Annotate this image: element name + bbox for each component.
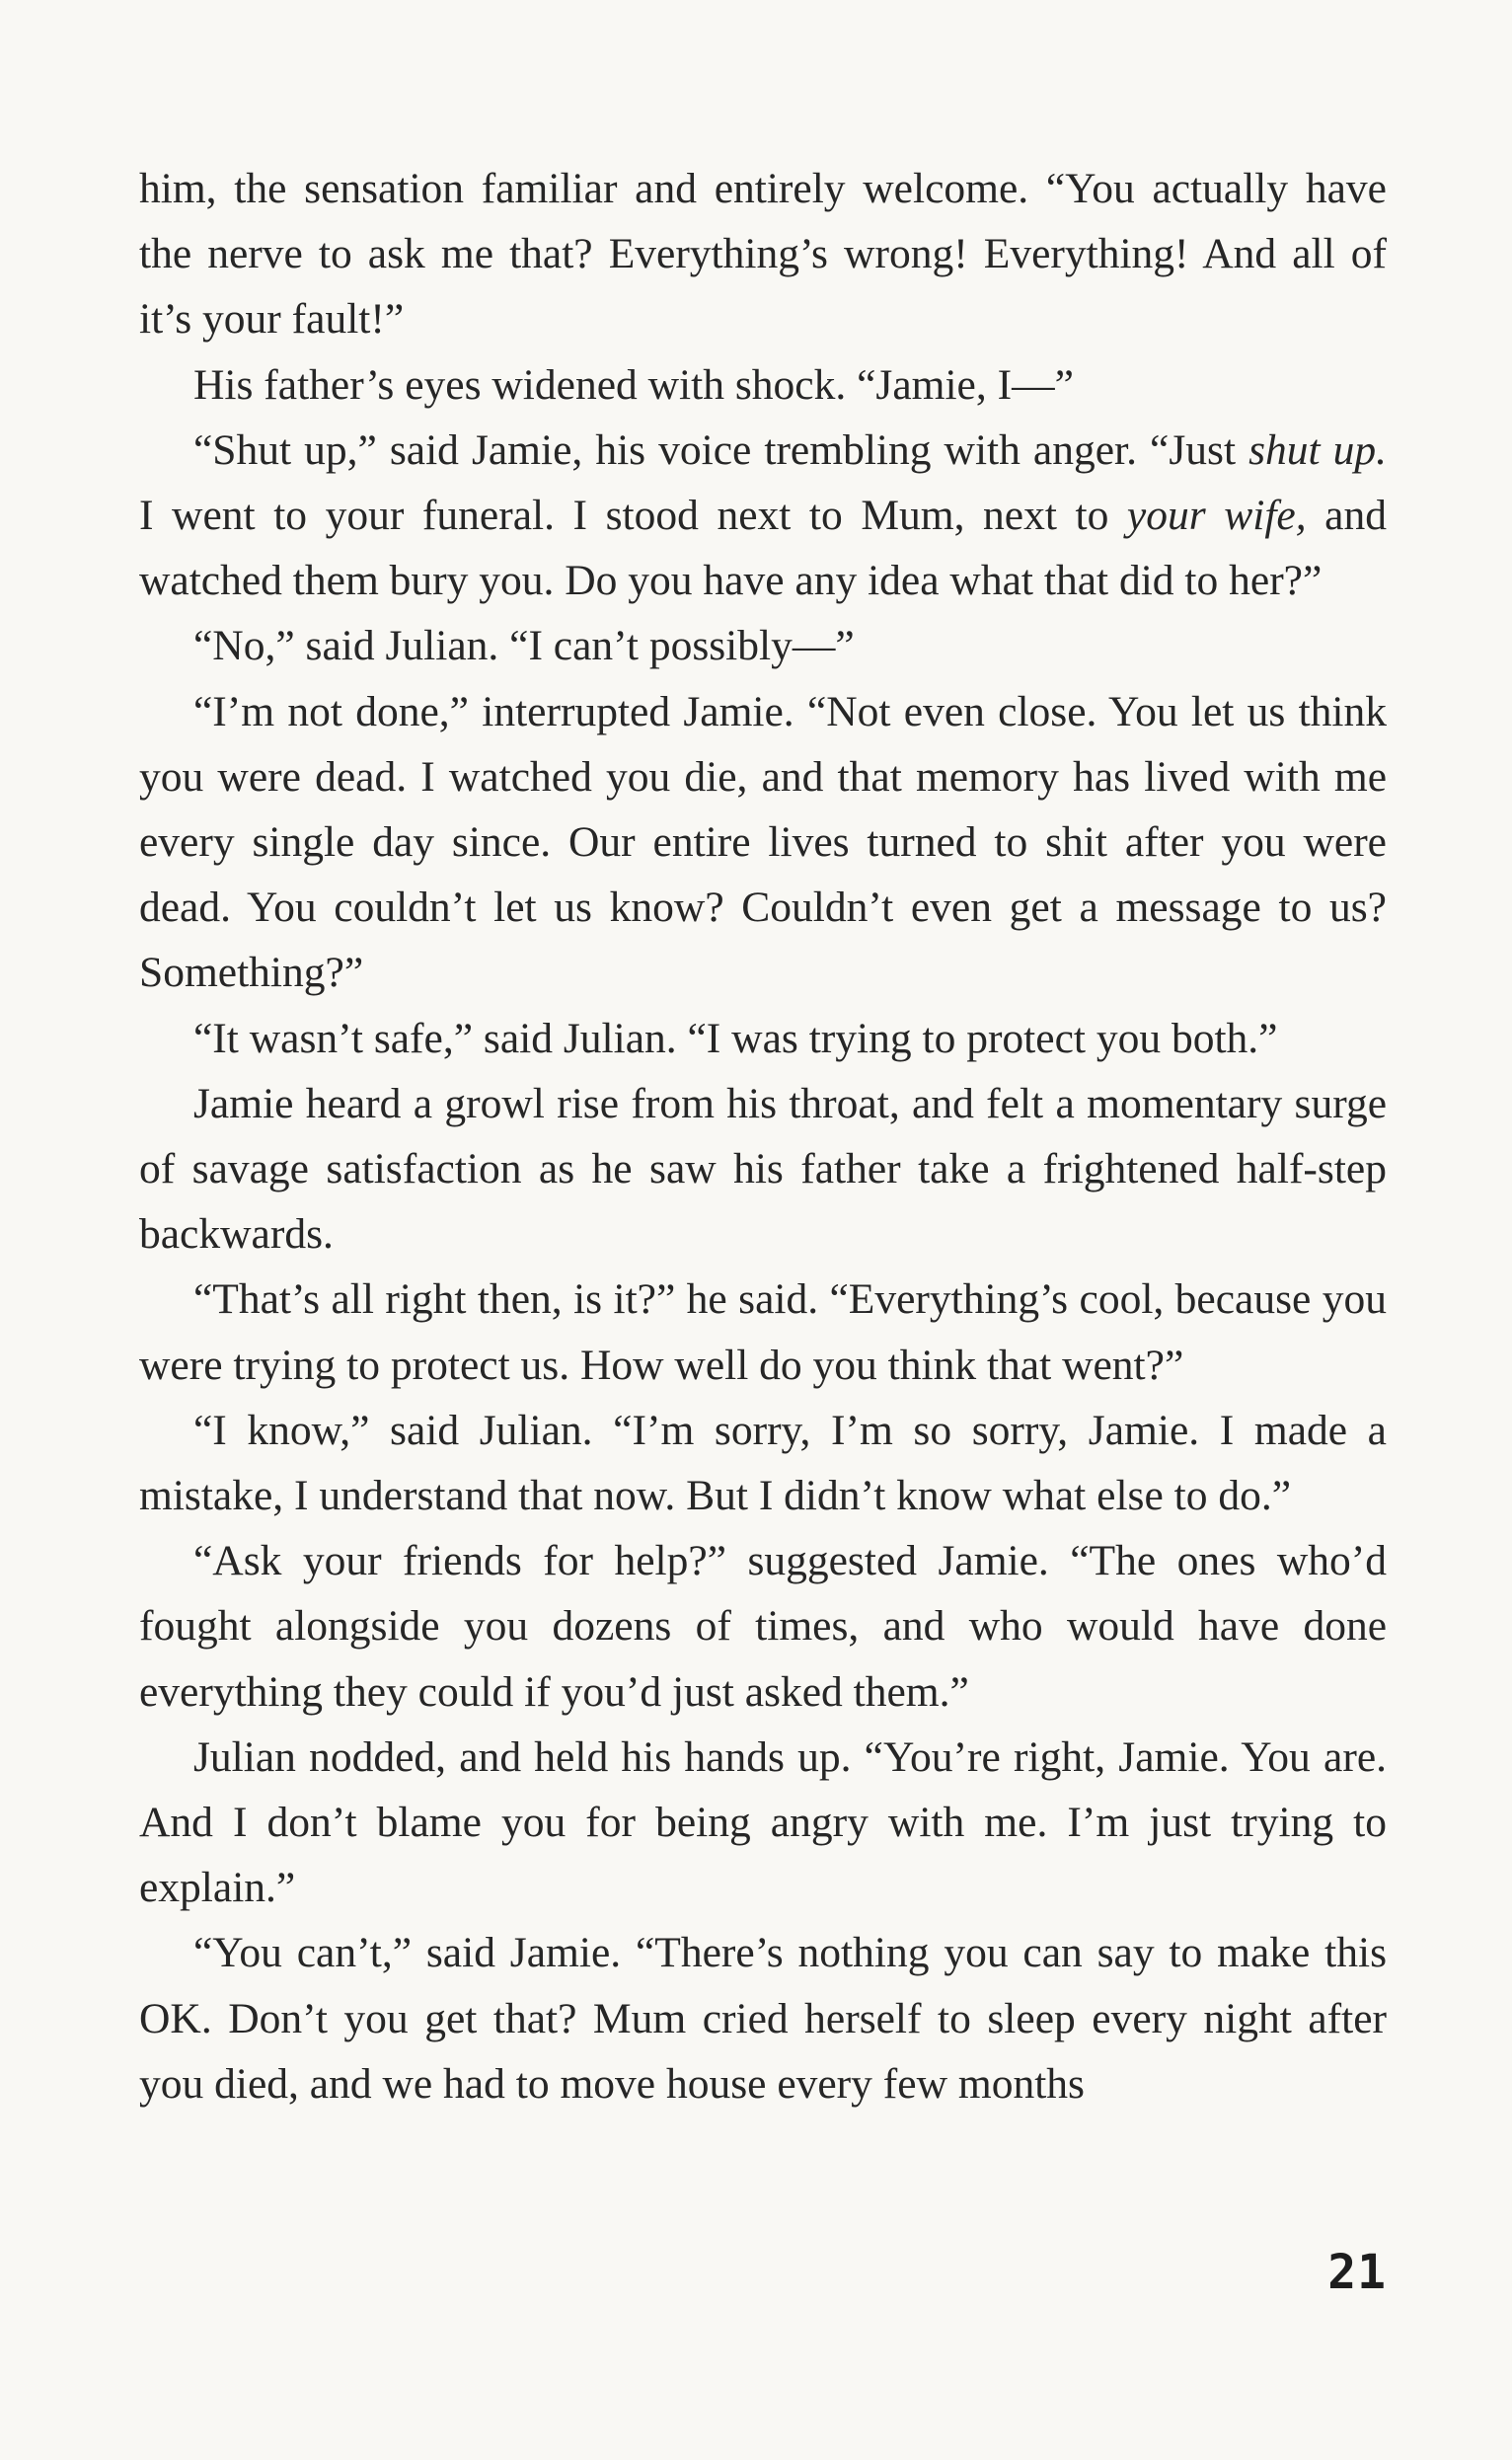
- text-run: “It wasn’t safe,” said Julian. “I was trying to protect you both.”: [193, 1014, 1278, 1062]
- text-run: Jamie heard a growl rise from his throat, and felt a momentary surge of savage satisfaction as he saw his father take a frightened half-step backwards.: [139, 1079, 1387, 1259]
- paragraph: [139, 1725, 1387, 1921]
- paragraph: [139, 352, 1387, 418]
- text-run: “You can’t,” said Jamie. “There’s nothing you can say to make this OK. Don’t you get that? Mum cried herself to sleep every night after you died, and we had to move house every few months: [139, 1929, 1387, 2108]
- text-run: “Ask your friends for help?” suggested Jamie. “The ones who’d fought alongside you dozens of times, and who would have done everything they could if you’d just asked them.”: [139, 1537, 1387, 1716]
- page-number: 21: [1327, 2245, 1387, 2300]
- text-run: I went to your funeral. I stood next to Mum, next to: [139, 492, 1127, 540]
- paragraph: [139, 418, 1387, 614]
- text-run: “I know,” said Julian. “I’m sorry, I’m so sorry, Jamie. I made a mistake, I understand that now. But I didn’t know what else to do.”: [139, 1406, 1387, 1520]
- text-run: “I’m not done,” interrupted Jamie. “Not even close. You let us think you were dead. I watched you die, and that memory has lived with me every single day since. Our entire lives turned to shit after you were dead. You couldn’t let us know? Couldn’t even get a message to us? Something?”: [139, 687, 1387, 997]
- text-run: “No,” said Julian. “I can’t possibly—”: [193, 622, 855, 670]
- text-run: Julian nodded, and held his hands up. “You’re right, Jamie. You are. And I don’t blame you for being angry with me. I’m just trying to explain.”: [139, 1732, 1387, 1912]
- italic-text: your wife,: [1126, 492, 1307, 540]
- paragraph: [139, 1398, 1387, 1528]
- paragraph: [139, 1528, 1387, 1725]
- paragraph-continuation: [139, 156, 1387, 352]
- paragraph: [139, 1267, 1387, 1397]
- paragraph: [139, 613, 1387, 678]
- paragraph: [139, 679, 1387, 1006]
- paragraph: [139, 1920, 1387, 2116]
- text-run: and watched them bury you. Do you have any idea what that did to her?”: [139, 492, 1387, 605]
- paragraph: [139, 1006, 1387, 1071]
- text-run: him, the sensation familiar and entirely welcome. “You actually have the nerve to ask me that? Everything’s wrong! Everything! And all of it’s your fault!”: [139, 165, 1387, 344]
- text-run: His father’s eyes widened with shock. “Jamie, I—”: [193, 360, 1074, 409]
- text-run: “Shut up,” said Jamie, his voice trembling with anger. “Just: [193, 425, 1249, 474]
- body-text: [139, 156, 1387, 2116]
- italic-text: shut up.: [1248, 425, 1387, 474]
- text-run: “That’s all right then, is it?” he said. “Everything’s cool, because you were trying to protect us. How well do you think that went?”: [139, 1275, 1387, 1389]
- paragraph: [139, 1071, 1387, 1268]
